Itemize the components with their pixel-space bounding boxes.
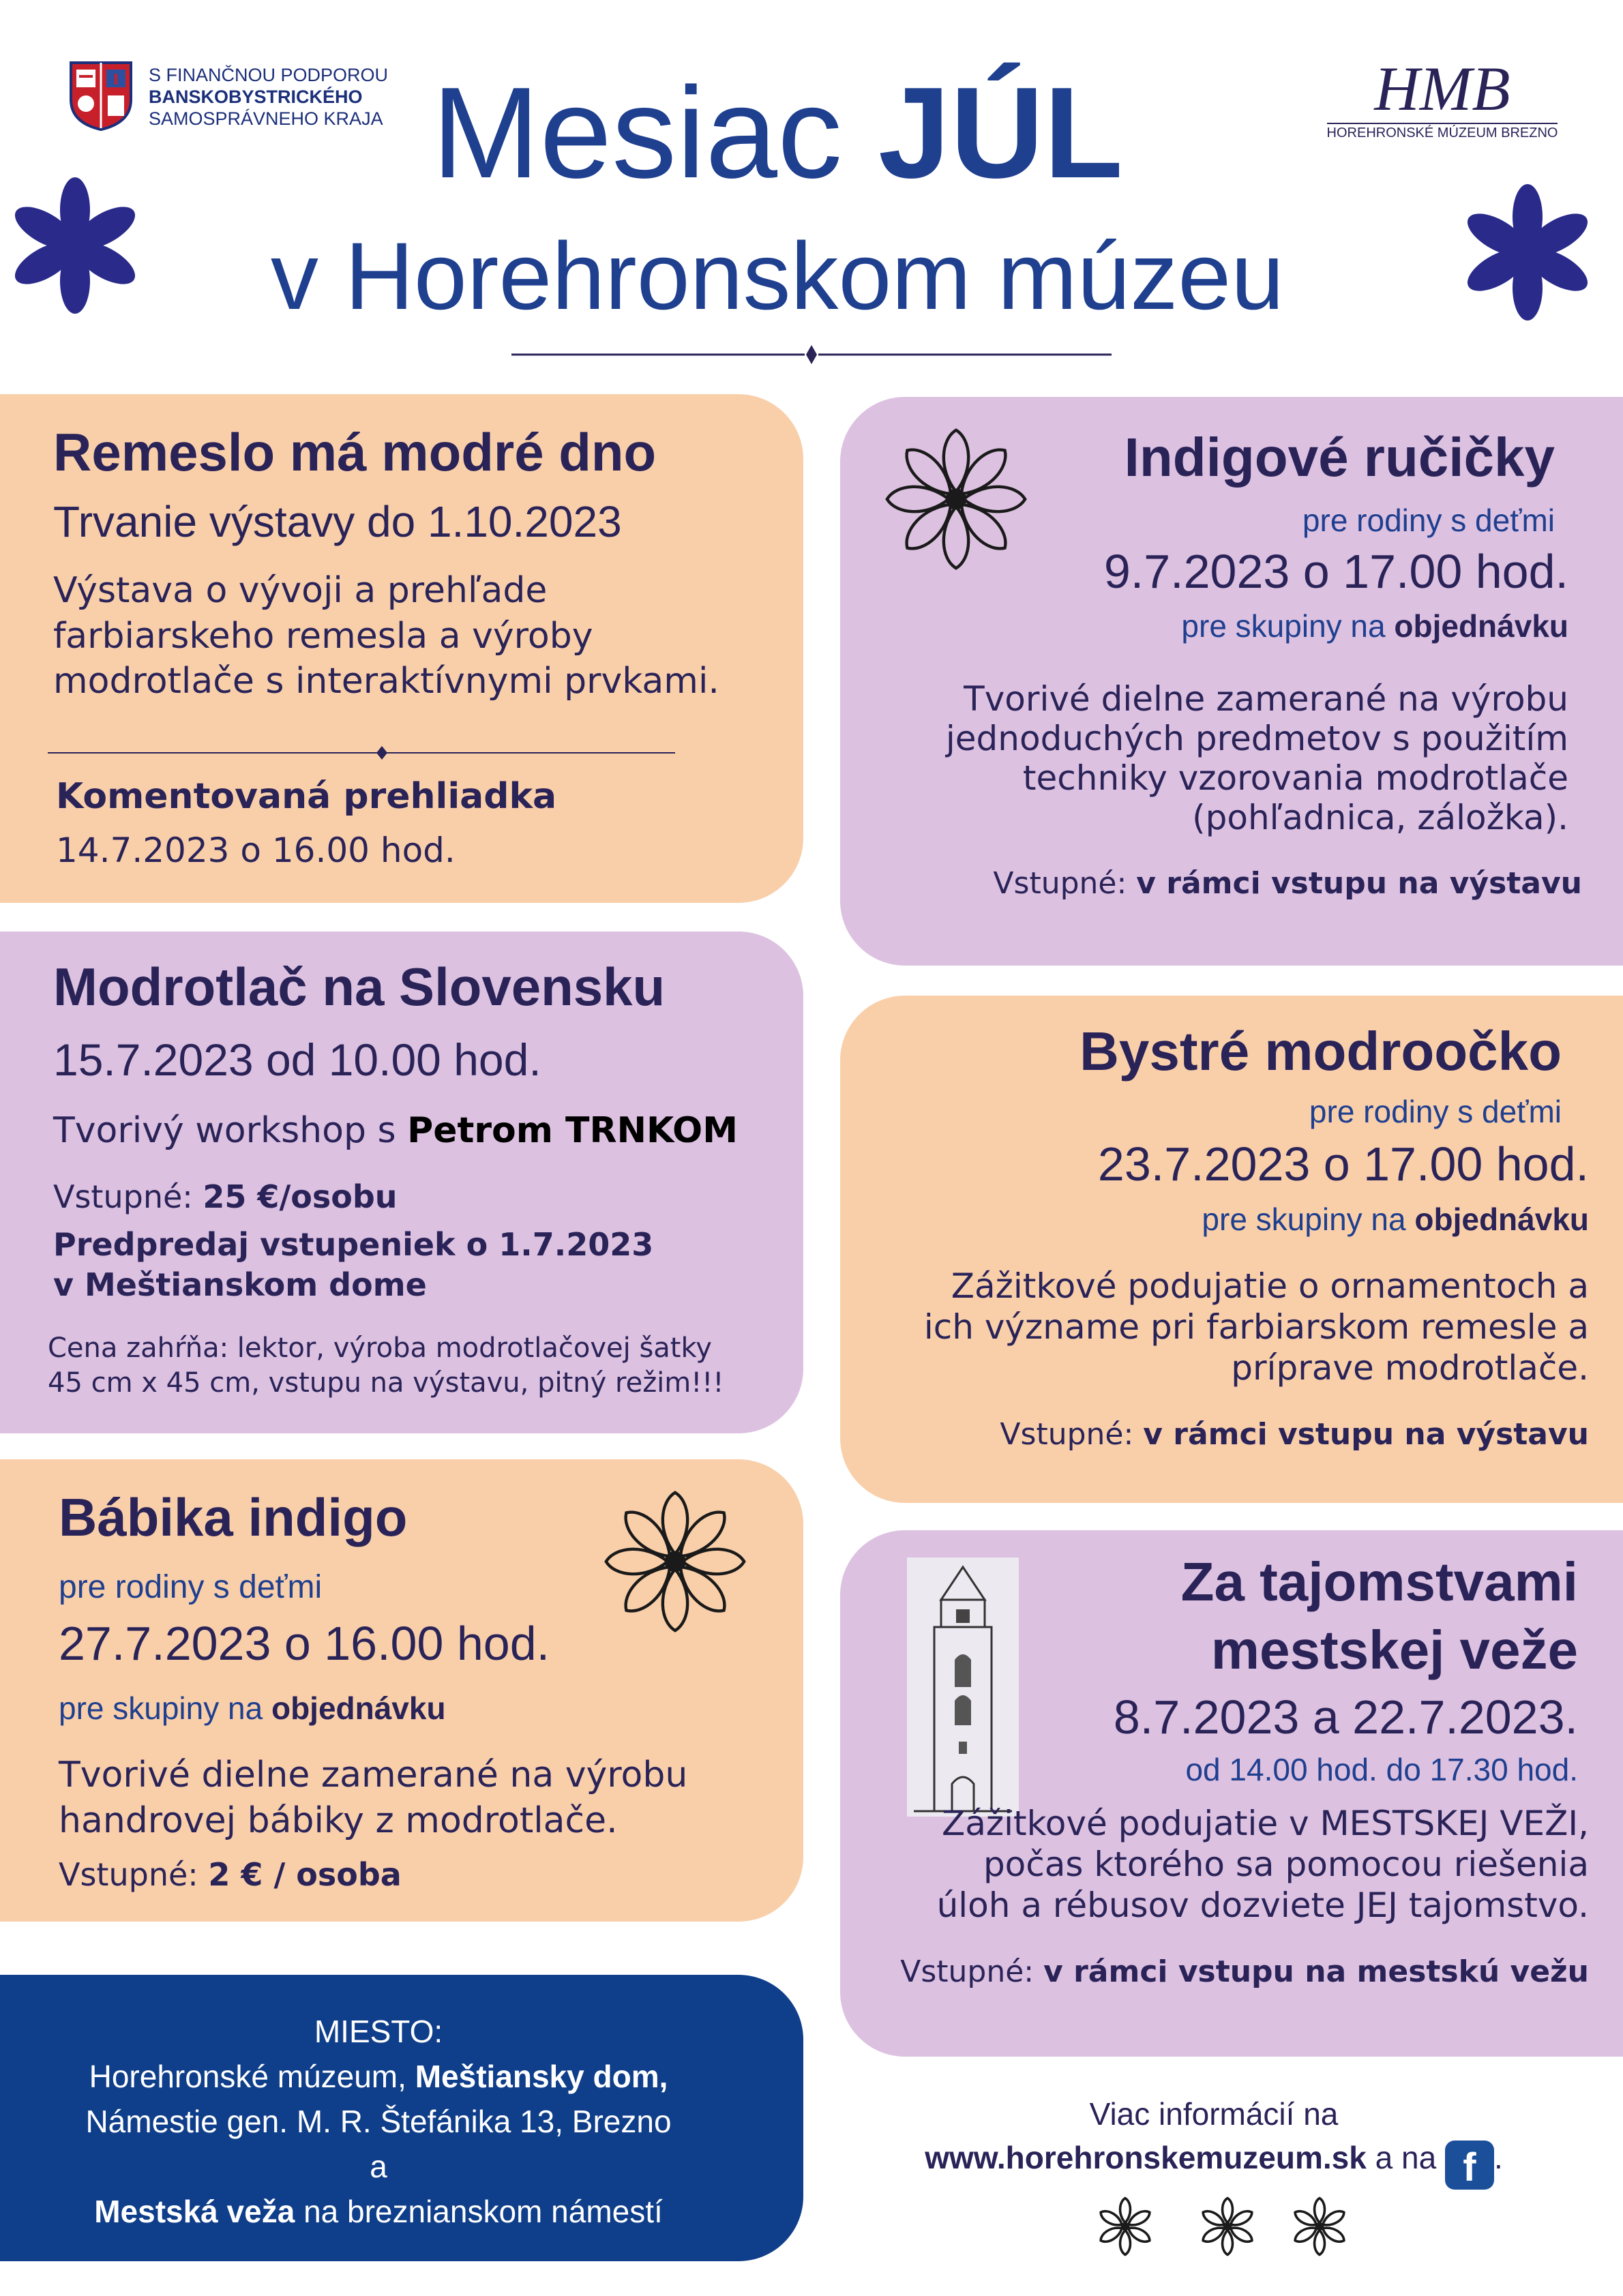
babika-desc-line-2: handrovej bábiky z modrotlače. — [59, 1800, 618, 1841]
indigove-description — [887, 679, 1568, 837]
bystre-desc-line-1: Zážitkové podujatie o ornamentoch a — [951, 1266, 1589, 1306]
bystre-desc-line-2: ich význame pri farbiarskom remesle a — [923, 1307, 1589, 1347]
remeslo-description — [53, 568, 719, 704]
bystre-title: Bystré modroočko — [1079, 1021, 1562, 1082]
facebook-icon[interactable]: f — [1445, 2141, 1494, 2190]
presale-line-1: Predpredaj vstupeniek o 1.7.2023 — [53, 1226, 654, 1263]
remeslo-tour-date: 14.7.2023 o 16.00 hod. — [56, 831, 456, 870]
modrotlac-title: Modrotlač na Slovensku — [53, 957, 666, 1017]
sponsor-line-1: S FINANČNOU PODPOROU — [149, 65, 389, 85]
workshop-text: Tvorivý workshop s — [53, 1110, 408, 1151]
indigove-title: Indigové ručičky — [1124, 427, 1555, 488]
modrotlac-fee — [53, 1178, 398, 1215]
bystre-fee: Vstupné: v rámci vstupu na výstavu — [1000, 1417, 1589, 1452]
fee-label: Vstupné: — [53, 1178, 203, 1215]
flower-outline-icon — [1095, 2196, 1156, 2257]
presale-line-2: v Meštianskom dome — [53, 1266, 427, 1303]
page-title — [307, 61, 1248, 205]
workshop-lecturer: Petrom TRNKOM — [407, 1110, 738, 1151]
flower-left-icon — [7, 177, 143, 314]
card-remeslo — [0, 394, 803, 903]
babika-date: 27.7.2023 o 16.00 hod. — [59, 1617, 550, 1670]
veza-date: 8.7.2023 a 22.7.2023. — [1113, 1690, 1578, 1744]
flower-outline-icon — [600, 1487, 750, 1637]
card-babika — [0, 1459, 803, 1922]
location-line-3: a — [370, 2149, 387, 2184]
location-line-4: Mestská veža na breznianskom námestí — [94, 2194, 663, 2229]
bystre-groups: pre skupiny na objednávku — [1202, 1202, 1589, 1237]
bystre-description — [866, 1266, 1589, 1388]
website-link[interactable]: www.horehronskemuzeum.sk — [925, 2140, 1367, 2175]
title-mesiac: Mesiac — [432, 61, 878, 205]
price-note-line-1: Cena zahŕňa: lektor, výroba modrotlačovej šatky — [48, 1332, 712, 1364]
indigove-desc-line-4: (pohľadnica, záložka). — [1192, 798, 1568, 837]
indigove-desc-line-1: Tvorivé dielne zamerané na výrobu — [964, 679, 1568, 719]
babika-audience: pre rodiny s deťmi — [59, 1569, 323, 1605]
coat-of-arms-icon — [68, 60, 134, 131]
veza-description — [852, 1803, 1589, 1926]
indigove-audience: pre rodiny s deťmi — [1302, 503, 1555, 538]
sponsor-line-3: SAMOSPRÁVNEHO KRAJA — [149, 108, 383, 129]
veza-desc-line-2: počas ktorého sa pomocou riešenia — [983, 1845, 1589, 1884]
modrotlac-date: 15.7.2023 od 10.00 hod. — [53, 1034, 541, 1085]
modrotlac-price-note — [48, 1331, 724, 1401]
veza-desc-line-3: úloh a rébusov dozviete JEJ tajomstvo. — [936, 1885, 1589, 1925]
card-veza — [840, 1530, 1623, 2057]
card-bystre — [840, 996, 1623, 1503]
location-line-2: Námestie gen. M. R. Štefánika 13, Brezno — [85, 2104, 672, 2139]
price-note-line-2: 45 cm x 45 cm, vstupu na výstavu, pitný režim!!! — [48, 1367, 724, 1399]
veza-title-line-1: Za tajomstvami — [1180, 1551, 1578, 1612]
fee-label: Vstupné: — [59, 1856, 209, 1893]
location-line-1: Horehronské múzeum, Meštiansky dom, — [89, 2059, 668, 2094]
indigove-fee: Vstupné: v rámci vstupu na výstavu — [993, 866, 1582, 901]
flower-right-icon — [1459, 184, 1596, 320]
veza-time: od 14.00 hod. do 17.30 hod. — [1185, 1752, 1578, 1787]
remeslo-desc-line-3: modrotlače s interaktívnymi prvkami. — [53, 661, 719, 702]
remeslo-desc-line-1: Výstava o vývoji a prehľade — [53, 570, 548, 611]
card-modrotlac — [0, 931, 803, 1433]
location-label: MIESTO: — [314, 2014, 443, 2049]
more-info — [873, 2092, 1555, 2190]
babika-desc-line-1: Tvorivé dielne zamerané na výrobu — [59, 1755, 688, 1795]
remeslo-desc-line-2: farbiarskeho remesla a výroby — [53, 615, 593, 657]
indigove-desc-line-3: techniky vzorovania modrotlače — [1022, 758, 1568, 798]
bystre-date: 23.7.2023 o 17.00 hod. — [1097, 1137, 1589, 1191]
remeslo-divider — [48, 745, 689, 761]
indigove-desc-line-2: jednoduchých predmetov s použitím — [945, 719, 1568, 758]
card-indigove — [840, 397, 1623, 966]
groups-text: pre skupiny na — [59, 1690, 271, 1726]
indigove-groups: pre skupiny na objednávku — [1181, 608, 1568, 644]
groups-order: objednávku — [271, 1690, 446, 1726]
fee-value: 2 € / osoba — [208, 1856, 402, 1893]
sponsor-line-2: BANSKOBYSTRICKÉHO — [149, 87, 363, 107]
flower-outline-icon — [1289, 2196, 1350, 2257]
babika-title: Bábika indigo — [59, 1487, 408, 1547]
babika-description — [59, 1753, 687, 1843]
remeslo-duration: Trvanie výstavy do 1.10.2023 — [53, 497, 622, 546]
flower-outline-icon — [1197, 2196, 1258, 2257]
veza-fee: Vstupné: v rámci vstupu na mestskú vežu — [900, 1954, 1589, 1989]
title-month: JÚL — [878, 61, 1123, 205]
indigove-date: 9.7.2023 o 17.00 hod. — [1103, 545, 1568, 598]
logo-caption: HOREHRONSKÉ MÚZEUM BREZNO — [1327, 123, 1558, 141]
remeslo-title: Remeslo má modré dno — [53, 422, 657, 482]
fee-value: 25 €/osobu — [203, 1178, 398, 1215]
bystre-audience: pre rodiny s deťmi — [1309, 1094, 1562, 1129]
babika-fee — [59, 1856, 402, 1893]
babika-groups — [59, 1690, 446, 1727]
veza-title-line-2: mestskej veže — [1210, 1620, 1578, 1680]
modrotlac-workshop — [53, 1110, 738, 1151]
modrotlac-presale — [53, 1225, 653, 1305]
remeslo-tour-label: Komentovaná prehliadka — [56, 776, 557, 817]
museum-logo — [1316, 55, 1568, 143]
page-subtitle: v Horehronskom múzeu — [270, 222, 1285, 329]
more-info-line: www.horehronskemuzeum.sk a na f . — [925, 2140, 1503, 2190]
bystre-desc-line-3: príprave modrotlače. — [1231, 1348, 1589, 1388]
title-divider — [511, 341, 1112, 368]
more-info-label: Viac informácií na — [1089, 2096, 1339, 2132]
card-location — [0, 1975, 803, 2261]
veza-desc-line-1: Zážitkové podujatie v MESTSKEJ VEŽI, — [941, 1804, 1589, 1843]
logo-monogram: HMB — [1374, 54, 1510, 123]
